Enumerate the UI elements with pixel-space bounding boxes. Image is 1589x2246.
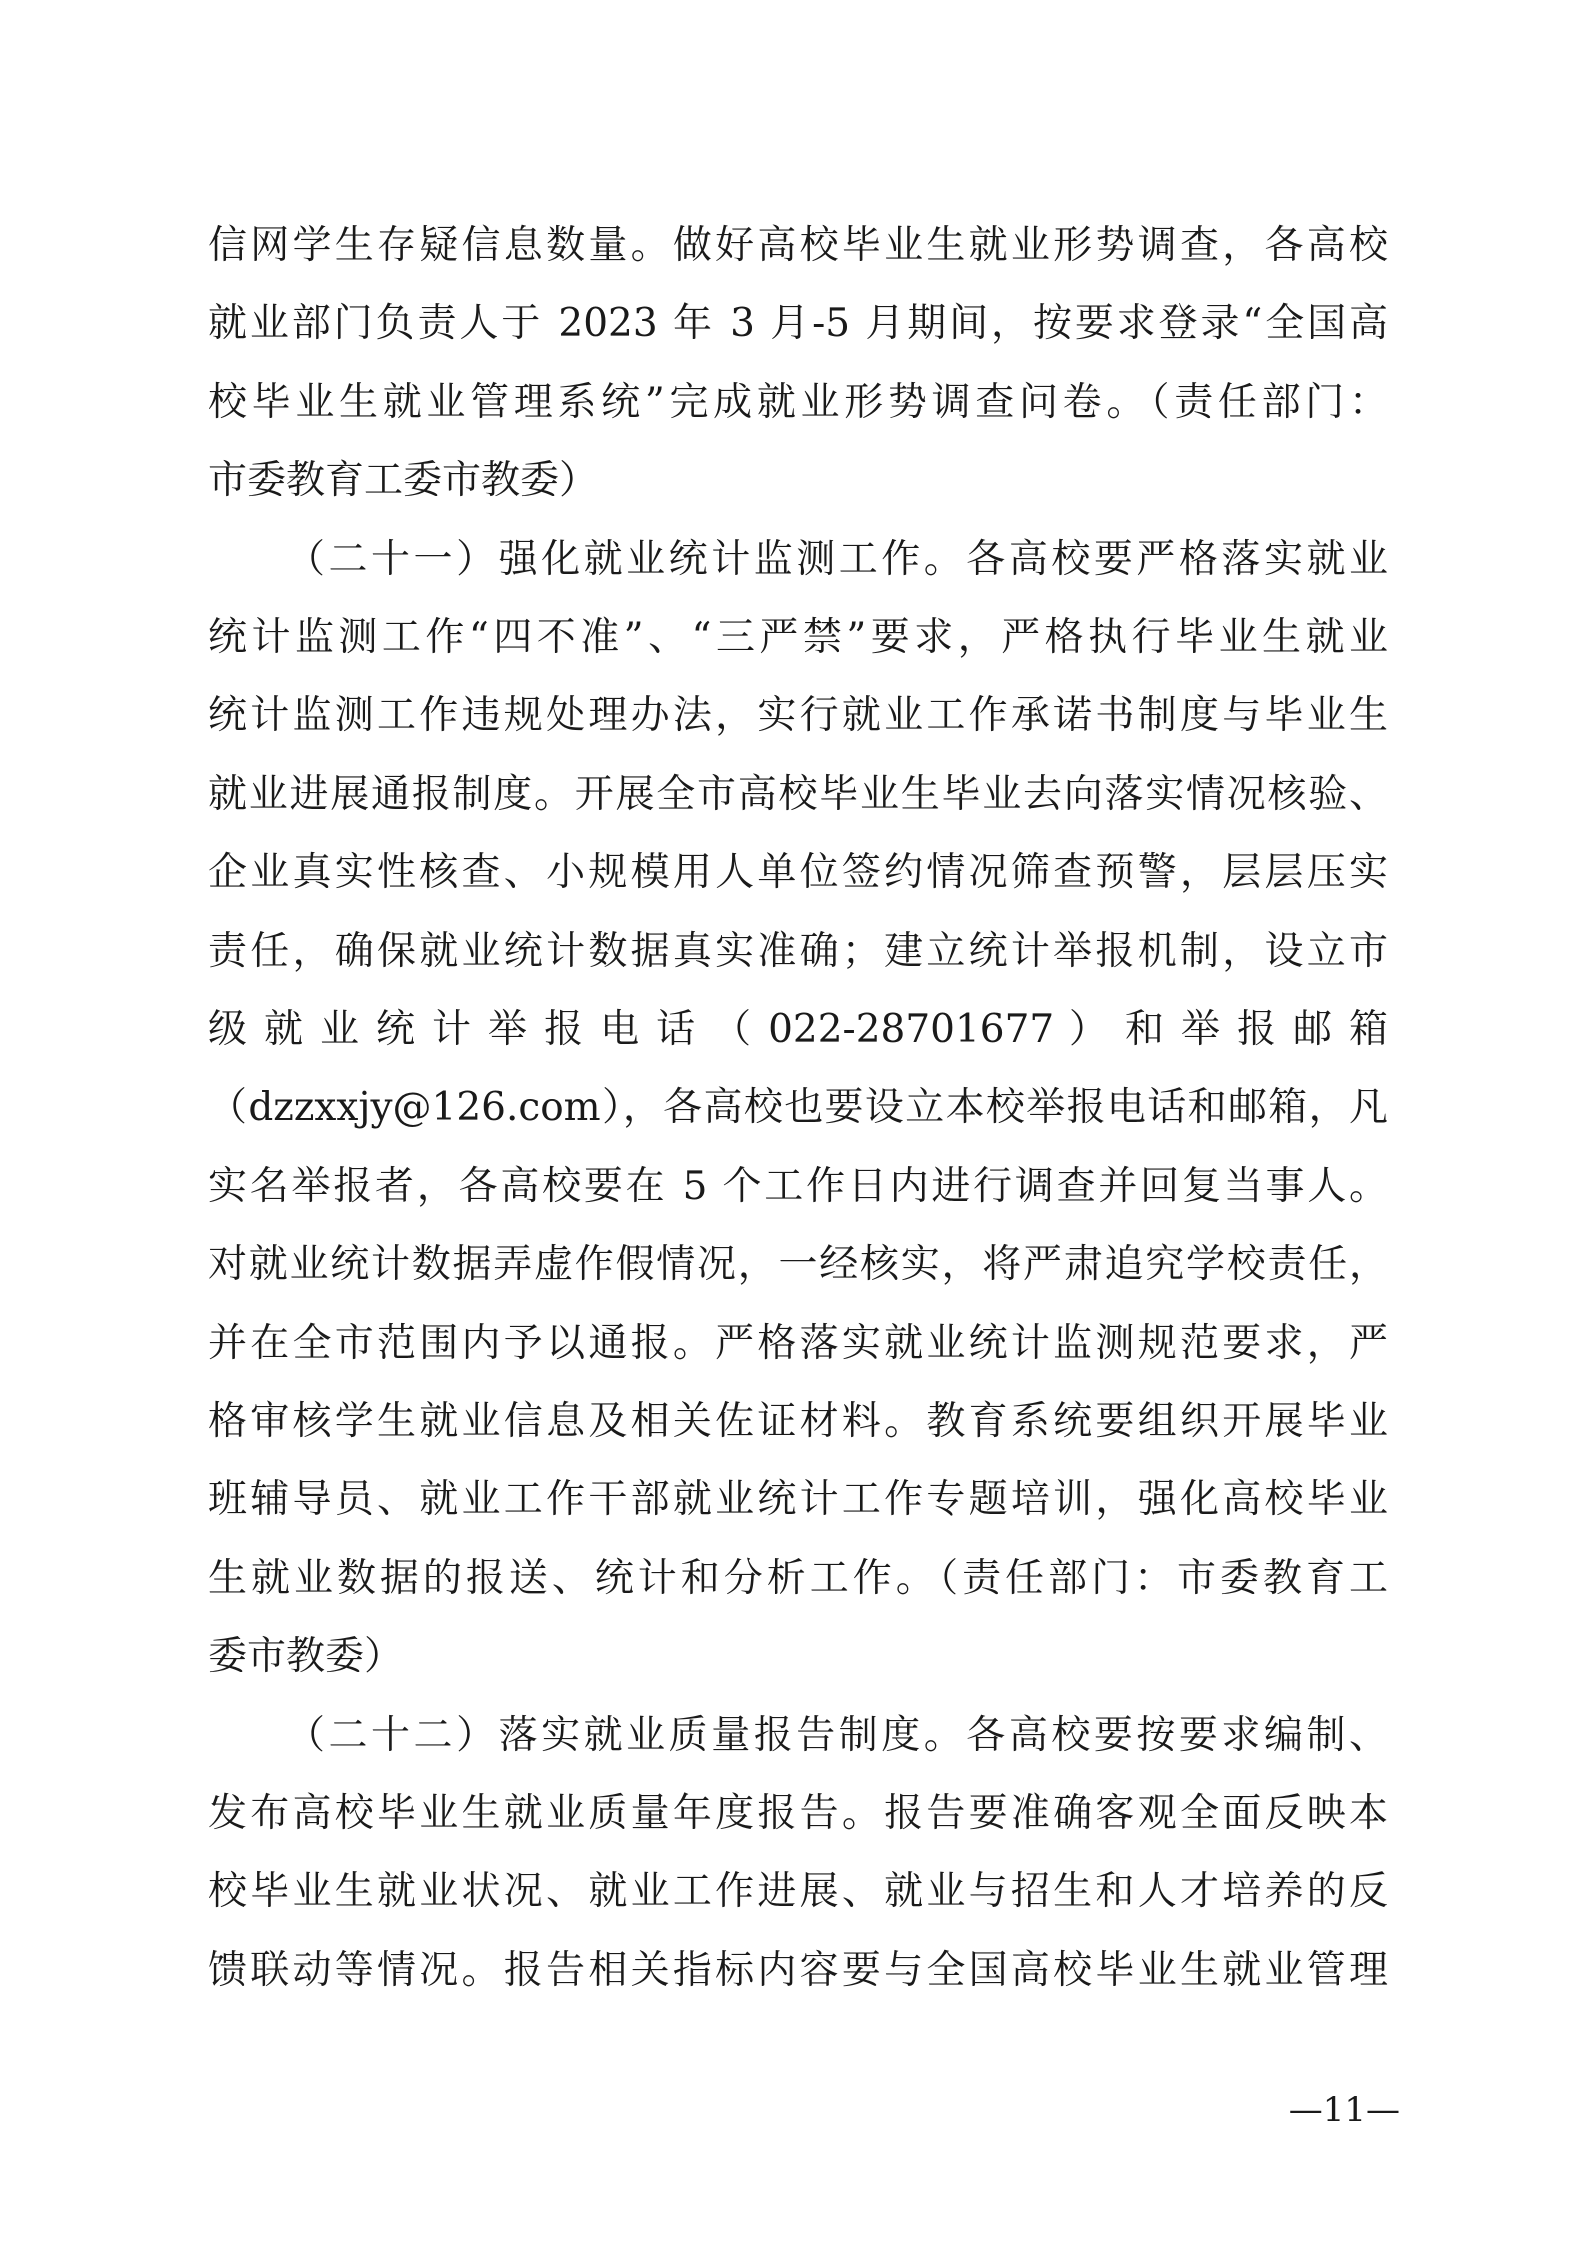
section-heading-line: （二十二）落实就业质量报告制度。各高校要按要求编制、 xyxy=(286,1713,1388,1758)
paragraph-line: 发布高校毕业生就业质量年度报告。报告要准确客观全面反映本 xyxy=(208,1791,1388,1836)
paragraph-line: 统计监测工作“四不准”、“三严禁”要求，严格执行毕业生就业 xyxy=(208,615,1388,660)
paragraph-line: 格审核学生就业信息及相关佐证材料。教育系统要组织开展毕业 xyxy=(208,1399,1388,1444)
section-heading-line: （二十一）强化就业统计监测工作。各高校要严格落实就业 xyxy=(286,537,1388,582)
paragraph-line: 就业部门负责人于 2023 年 3 月-5 月期间，按要求登录“全国高 xyxy=(208,301,1388,346)
paragraph-line: 馈联动等情况。报告相关指标内容要与全国高校毕业生就业管理 xyxy=(208,1948,1388,1993)
paragraph-line: 委市教委） xyxy=(208,1634,404,1679)
paragraph-line: 班辅导员、就业工作干部就业统计工作专题培训，强化高校毕业 xyxy=(208,1477,1388,1522)
paragraph-line: 校毕业生就业管理系统”完成就业形势调查问卷。（责任部门： xyxy=(208,380,1388,425)
paragraph-line: 责任，确保就业统计数据真实准确；建立统计举报机制，设立市 xyxy=(208,929,1388,974)
paragraph-line: 对就业统计数据弄虚作假情况，一经核实，将严肃追究学校责任， xyxy=(208,1242,1388,1287)
paragraph-line: 统计监测工作违规处理办法，实行就业工作承诺书制度与毕业生 xyxy=(208,693,1388,738)
paragraph-line: 校毕业生就业状况、就业工作进展、就业与招生和人才培养的反 xyxy=(208,1869,1388,1914)
page-number: —11— xyxy=(1288,2090,1400,2130)
paragraph-line: 信网学生存疑信息数量。做好高校毕业生就业形势调查，各高校 xyxy=(208,223,1388,268)
paragraph-line: 实名举报者，各高校要在 5 个工作日内进行调查并回复当事人。 xyxy=(208,1164,1388,1209)
paragraph-line: 市委教育工委市教委） xyxy=(208,458,599,503)
paragraph-line: 企业真实性核查、小规模用人单位签约情况筛查预警，层层压实 xyxy=(208,850,1388,895)
paragraph-line: 生就业数据的报送、统计和分析工作。（责任部门：市委教育工 xyxy=(208,1556,1388,1601)
paragraph-line: 就业进展通报制度。开展全市高校毕业生毕业去向落实情况核验、 xyxy=(208,772,1388,817)
paragraph-line: （dzzxxjy@126.com），各高校也要设立本校举报电话和邮箱，凡 xyxy=(208,1085,1388,1130)
paragraph-line: 级 就 业 统 计 举 报 电 话 （ 022-28701677 ） 和 举 报 邮 箱 xyxy=(208,1007,1388,1052)
paragraph-line: 并在全市范围内予以通报。严格落实就业统计监测规范要求，严 xyxy=(208,1321,1388,1366)
